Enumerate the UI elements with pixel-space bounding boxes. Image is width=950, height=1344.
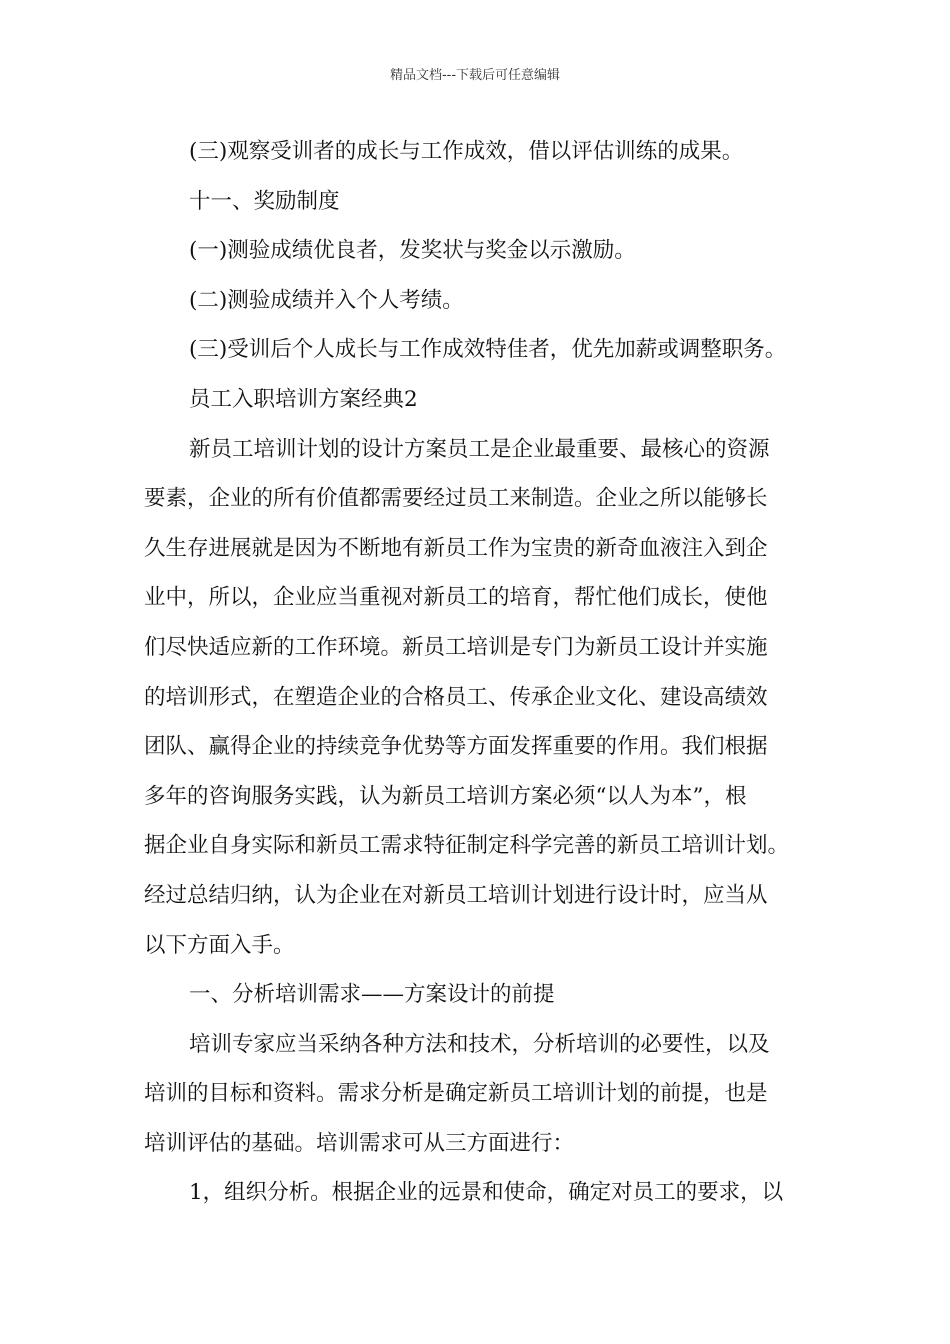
page-header: 精品文档---下载后可任意编辑 — [389, 68, 561, 83]
paragraph-line: 多年的咨询服务实践，认为新员工培训方案必须“以人为本”，根 — [144, 783, 747, 809]
paragraph-line: 1，组织分析。根据企业的远景和使命，确定对员工的要求，以 — [189, 1180, 784, 1206]
paragraph-line: 经过总结归纳，认为企业在对新员工培训计划进行设计时，应当从 — [144, 882, 768, 908]
paragraph-line: 团队、赢得企业的持续竞争优势等方面发挥重要的作用。我们根据 — [144, 734, 768, 760]
paragraph-line: (二)测验成绩并入个人考绩。 — [189, 287, 464, 313]
document-body — [144, 127, 824, 1218]
section-heading: 十一、奖励制度 — [189, 188, 340, 214]
section-heading: 员工入职培训方案经典2 — [189, 386, 418, 412]
paragraph-line: 要素，企业的所有价值都需要经过员工来制造。企业之所以能够长 — [144, 486, 768, 512]
paragraph-line: 以下方面入手。 — [144, 932, 295, 958]
paragraph-line: 的培训形式，在塑造企业的合格员工、传承企业文化、建设高绩效 — [144, 684, 768, 710]
paragraph-line: (三)受训后个人成长与工作成效特佳者，优先加薪或调整职务。 — [189, 337, 787, 363]
paragraph-line: 们尽快适应新的工作环境。新员工培训是专门为新员工设计并实施 — [144, 634, 768, 660]
section-heading: 一、分析培训需求——方案设计的前提 — [189, 982, 555, 1008]
paragraph-line: 培训的目标和资料。需求分析是确定新员工培训计划的前提，也是 — [144, 1081, 768, 1107]
paragraph-line: 新员工培训计划的设计方案员工是企业最重要、最核心的资源 — [189, 436, 770, 462]
paragraph-line: (一)测验成绩优良者，发奖状与奖金以示激励。 — [189, 238, 636, 264]
paragraph-line: 业中，所以，企业应当重视对新员工的培育，帮忙他们成长，使他 — [144, 585, 768, 611]
paragraph-line: 据企业自身实际和新员工需求特征制定科学完善的新员工培训计划。 — [144, 833, 790, 859]
paragraph-line: 培训评估的基础。培训需求可从三方面进行： — [144, 1130, 575, 1156]
paragraph-line: (三)观察受训者的成长与工作成效，借以评估训练的成果。 — [189, 139, 744, 164]
paragraph-line: 久生存进展就是因为不断地有新员工作为宝贵的新奇血液注入到企 — [144, 535, 768, 561]
paragraph-line: 培训专家应当采纳各种方法和技术，分析培训的必要性，以及 — [189, 1031, 770, 1057]
